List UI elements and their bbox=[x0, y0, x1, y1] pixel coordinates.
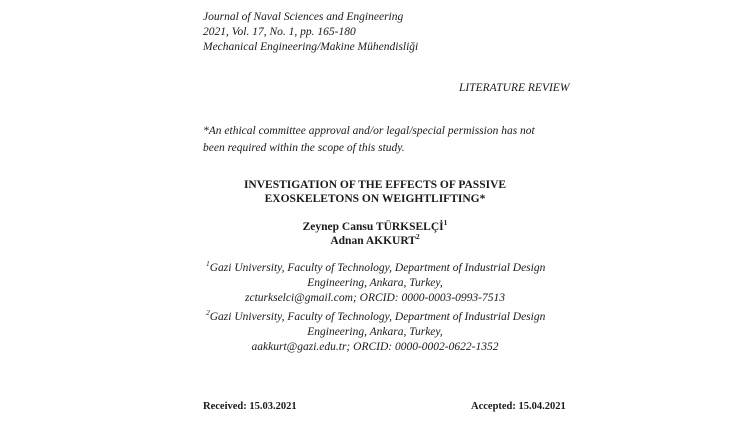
ethics-note-line2: been required within the scope of this study. bbox=[203, 142, 405, 154]
affiliation-1-line3: zcturkselci@gmail.com; ORCID: 0000-0003-0993-7513 bbox=[244, 292, 506, 304]
affiliation-1-mark: 1 bbox=[206, 259, 210, 269]
affiliation-2-line3: aakkurt@gazi.edu.tr; ORCID: 0000-0002-0622-1352 bbox=[251, 341, 499, 353]
paper-title-line1: INVESTIGATION OF THE EFFECTS OF PASSIVE bbox=[243, 179, 507, 191]
affiliation-2-line2: Engineering, Ankara, Turkey, bbox=[307, 326, 443, 338]
affiliation-1-line2: Engineering, Ankara, Turkey, bbox=[307, 277, 443, 289]
author-1-name: Zeynep Cansu TÜRKSELÇİ bbox=[302, 221, 444, 233]
author-1-mark: 1 bbox=[443, 218, 448, 228]
ethics-note-line1: *An ethical committee approval and/or legal/special permission has not bbox=[203, 125, 535, 137]
journal-section: Mechanical Engineering/Makine Mühendisliği bbox=[203, 41, 419, 53]
affiliation-2-mark: 2 bbox=[206, 308, 210, 318]
paper-title-line2: EXOSKELETONS ON WEIGHTLIFTING* bbox=[264, 193, 486, 205]
author-1 bbox=[0, 220, 750, 234]
journal-name: Journal of Naval Sciences and Engineering bbox=[203, 11, 404, 23]
article-type: LITERATURE REVIEW bbox=[459, 82, 570, 94]
accepted-date: Accepted: 15.04.2021 bbox=[471, 401, 566, 412]
received-date: Received: 15.03.2021 bbox=[203, 401, 297, 412]
author-2-name: Adnan AKKURT bbox=[330, 235, 416, 247]
affiliation-1-line1: $^1$Gazi University, Faculty of Technology, Department of Industrial Design bbox=[206, 259, 546, 274]
author-2 bbox=[0, 234, 750, 248]
affiliation-2-line1: $^2$Gazi University, Faculty of Technology, Department of Industrial Design bbox=[206, 308, 546, 323]
author-2-mark: 2 bbox=[415, 232, 420, 242]
journal-volume: 2021, Vol. 17, No. 1, pp. 165-180 bbox=[203, 26, 356, 38]
